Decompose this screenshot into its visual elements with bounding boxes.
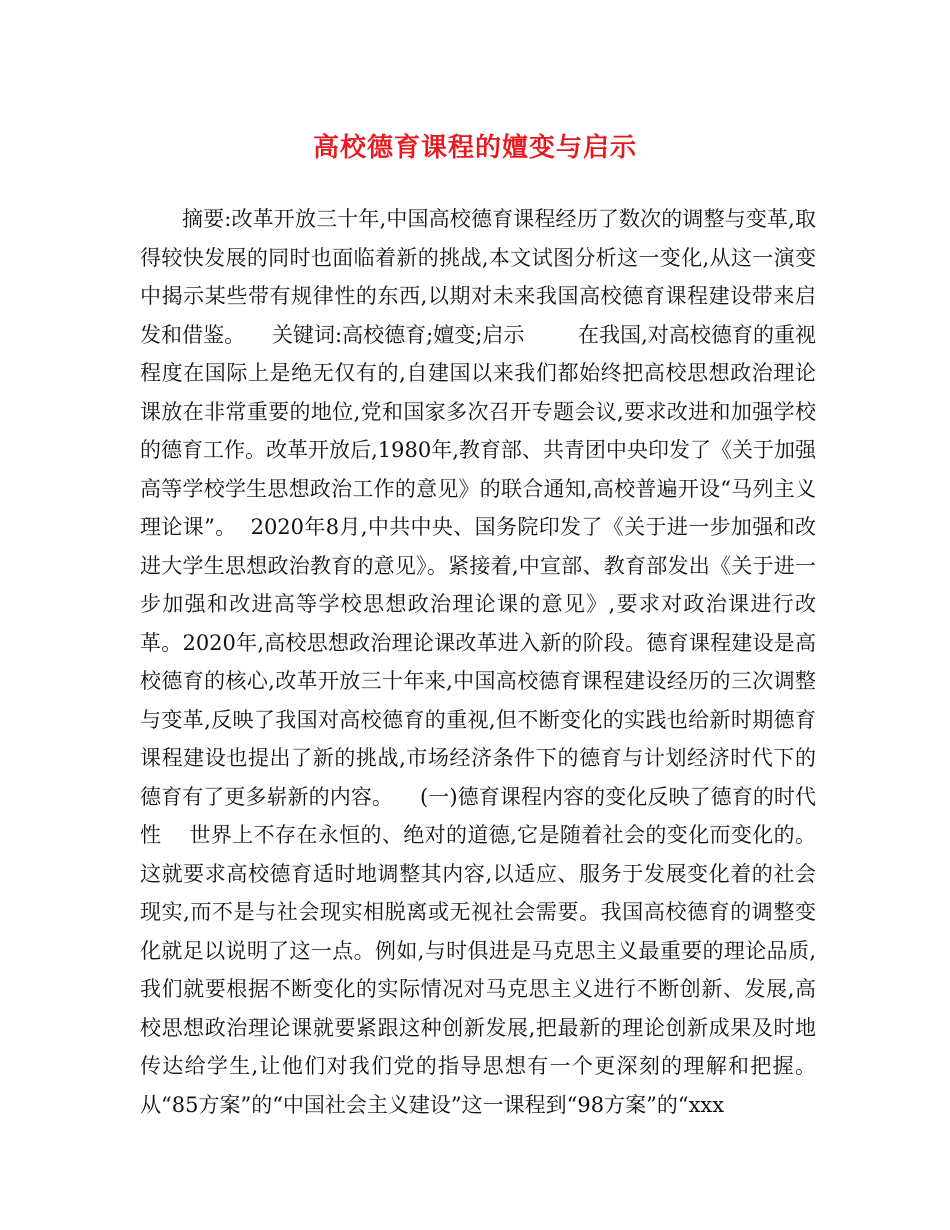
document-body: 摘要:改革开放三十年,中国高校德育课程经历了数次的调整与变革,取得较快发展的同时也面临着新的挑战,本文试图分析这一变化,从这一演变中揭示某些带有规律性的东西,以期对未来我国高校德育课程建设带来启发和借鉴。 关键词:高校德育;嬗变;启示 在我国,对高校德育的重视程度在国际上是绝无仅有的,自建国以来我们都始终把高校思想政治理论课放在非常重要的地位,党和国家多次召开专题会议,要求改进和加强学校的德育工作。改革开放后,1980年,教育部、共青团中央印发了《关于加强高等学校学生思想政治工作的意见》的联合通知,高校普遍开设“马列主义理论课”。 2020年8月,中共中央、国务院印发了《关于进一步加强和改进大学生思想政治教育的意见》。紧接着,中宣部、教育部发出《关于进一步加强和改进高等学校思想政治理论课的意见》,要求对政治课进行改革。2020年,高校思想政治理论课改革进入新的阶段。德育课程建设是高校德育的核心,改革开放三十年来,中国高校德育课程建设经历的三次调整与变革,反映了我国对高校德育的重视,但不断变化的实践也给新时期德育课程建设也提出了新的挑战,市场经济条件下的德育与计划经济时代下的德育有了更多崭新的内容。 (一)德育课程内容的变化反映了德育的时代性 世界上不存在永恒的、绝对的道德,它是随着社会的变化而变化的。这就要求高校德育适时地调整其内容,以适应、服务于发展变化着的社会现实,而不是与社会现实相脱离或无视社会需要。我国高校德育的调整变化就足以说明了这一点。例如,与时俱进是马克思主义最重要的理论品质,我们就要根据不断变化的实际情况对马克思主义进行不断创新、发展,高校思想政治理论课就要紧跟这种创新发展,把最新的理论创新成果及时地传达给学生,让他们对我们党的指导思想有一个更深刻的理解和把握。从“85方案”的“中国社会主义建设”这一课程到“98方案”的“xxx — [140, 207, 816, 1117]
document-title: 高校德育课程的嬗变与启示 — [312, 133, 637, 163]
